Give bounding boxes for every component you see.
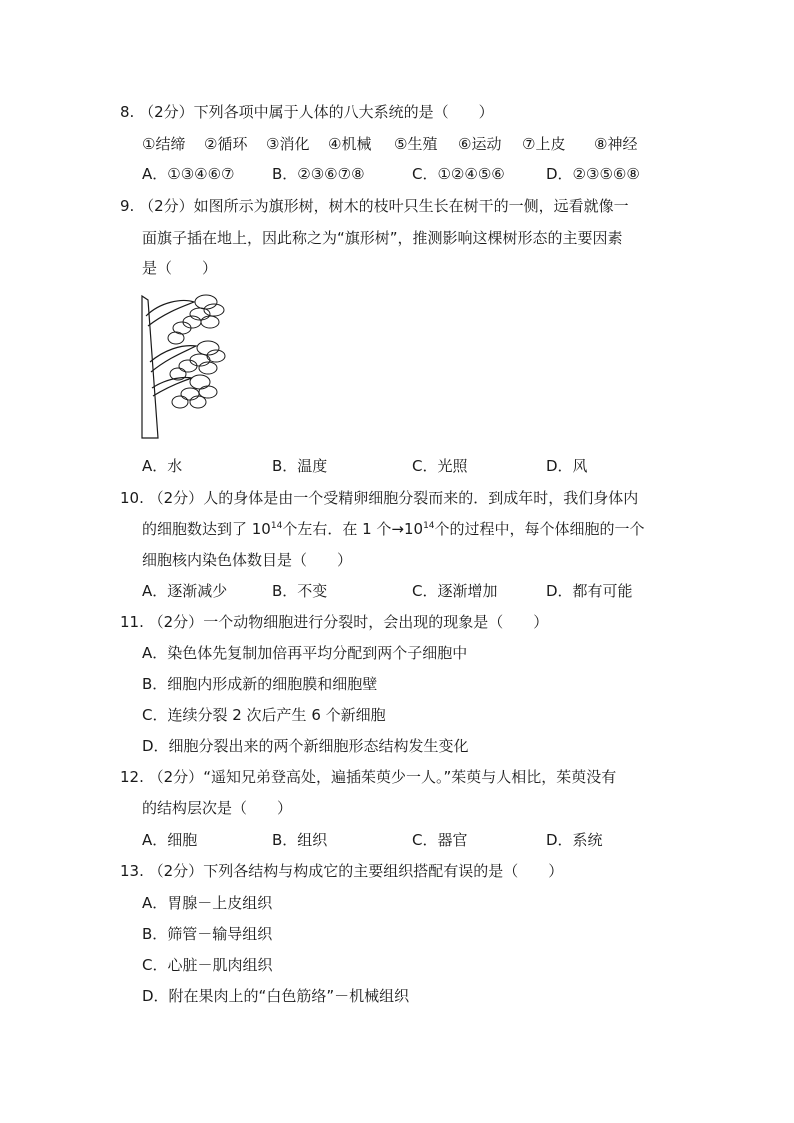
question-score: （2分） [148, 862, 204, 880]
tree-branch-lower [152, 377, 192, 396]
option-c[interactable]: C．心脏－肌肉组织 [142, 956, 273, 974]
exponent: 14 [270, 521, 283, 531]
option-a[interactable]: A．逐渐减少 [142, 582, 228, 600]
option-c[interactable]: C．逐渐增加 [412, 582, 498, 600]
question-text: 一个动物细胞进行分裂时，会出现的现象是（ ） [203, 613, 549, 631]
question-text: 下列各结构与构成它的主要组织搭配有误的是（ ） [203, 862, 564, 880]
option-a[interactable]: A．①③④⑥⑦ [142, 165, 235, 183]
question-score: （2分） [148, 613, 204, 631]
question-10-stem-line2: 的细胞数达到了 $10^{14}$个左右．在 1 个$\to 10^{14}$个的过程中，每个体细胞的一个 [142, 520, 645, 538]
option-b[interactable]: B．组织 [272, 831, 328, 849]
question-12-stem-line2: 的结构层次是（ ） [142, 799, 293, 817]
option-a[interactable]: A．胃腺－上皮组织 [142, 894, 273, 912]
option-a[interactable]: A．细胞 [142, 831, 198, 849]
item: ⑥运动 [458, 135, 502, 153]
option-d[interactable]: D．附在果肉上的“白色筋络”－机械组织 [142, 987, 410, 1005]
question-text: 人的身体是由一个受精卵细胞分裂而来的．到成年时，我们身体内 [203, 489, 639, 507]
question-12-options [0, 830, 794, 850]
option-c[interactable]: C．①②④⑤⑥ [412, 165, 505, 183]
question-text: “遥知兄弟登高处，遍插茱萸少一人。”茱萸与人相比，茱萸没有 [203, 768, 617, 786]
question-number: 8. [120, 103, 135, 121]
question-9-stem-line3: 是（ ） [142, 259, 218, 277]
question-number: 12. [120, 768, 144, 786]
option-d[interactable]: D．都有可能 [546, 582, 633, 600]
option-c[interactable]: C．光照 [412, 457, 468, 475]
question-score: （2分） [139, 103, 194, 121]
question-text: 下列各项中属于人体的八大系统的是（ ） [193, 103, 494, 121]
question-12-stem [120, 767, 616, 787]
question-8-stem [120, 102, 494, 122]
item: ②循环 [204, 135, 248, 153]
item: ④机械 [328, 135, 372, 153]
question-score: （2分） [139, 197, 194, 215]
question-10-options [0, 581, 794, 601]
question-9-stem [120, 196, 629, 216]
question-number: 9. [120, 197, 135, 215]
question-number: 11. [120, 613, 144, 631]
question-8-options [0, 164, 794, 184]
tree-foliage [168, 295, 225, 408]
option-a[interactable]: A．染色体先复制加倍再平均分配到两个子细胞中 [142, 644, 468, 662]
option-a[interactable]: A．水 [142, 457, 183, 475]
tree-branch-top [146, 301, 194, 326]
question-10-stem [120, 488, 638, 508]
question-8-items [0, 134, 794, 154]
option-c[interactable]: C．连续分裂 2 次后产生 6 个新细胞 [142, 706, 386, 724]
question-score: （2分） [148, 489, 204, 507]
question-score: （2分） [148, 768, 204, 786]
tree-branch-middle [150, 346, 196, 372]
item: ③消化 [266, 135, 310, 153]
question-13-stem [120, 861, 563, 881]
question-11-stem [120, 612, 548, 632]
option-d[interactable]: D．②③⑤⑥⑧ [546, 165, 640, 183]
question-10-stem-line3: 细胞核内染色体数目是（ ） [142, 551, 353, 569]
question-9-stem-line2: 面旗子插在地上，因此称之为“旗形树”，推测影响这棵树形态的主要因素 [142, 229, 623, 247]
option-c[interactable]: C．器官 [412, 831, 468, 849]
item: ⑧神经 [594, 135, 638, 153]
option-d[interactable]: D．系统 [546, 831, 603, 849]
option-b[interactable]: B．筛管－输导组织 [142, 925, 273, 943]
option-d[interactable]: D．风 [546, 457, 588, 475]
option-b[interactable]: B．温度 [272, 457, 328, 475]
question-number: 10. [120, 489, 144, 507]
question-text: 如图所示为旗形树，树木的枝叶只生长在树干的一侧，远看就像一 [193, 197, 629, 215]
option-b[interactable]: B．细胞内形成新的细胞膜和细胞壁 [142, 675, 378, 693]
option-b[interactable]: B．②③⑥⑦⑧ [272, 165, 365, 183]
exponent: 14 [423, 521, 435, 531]
item: ①结缔 [142, 135, 186, 153]
option-b[interactable]: B．不变 [272, 582, 328, 600]
question-number: 13. [120, 862, 144, 880]
option-d[interactable]: D．细胞分裂出来的两个新细胞形态结构发生变化 [142, 737, 469, 755]
tree-trunk [142, 296, 158, 438]
flag-tree-figure [136, 292, 232, 442]
question-9-options [0, 456, 794, 476]
item: ⑦上皮 [522, 135, 566, 153]
item: ⑤生殖 [394, 135, 438, 153]
